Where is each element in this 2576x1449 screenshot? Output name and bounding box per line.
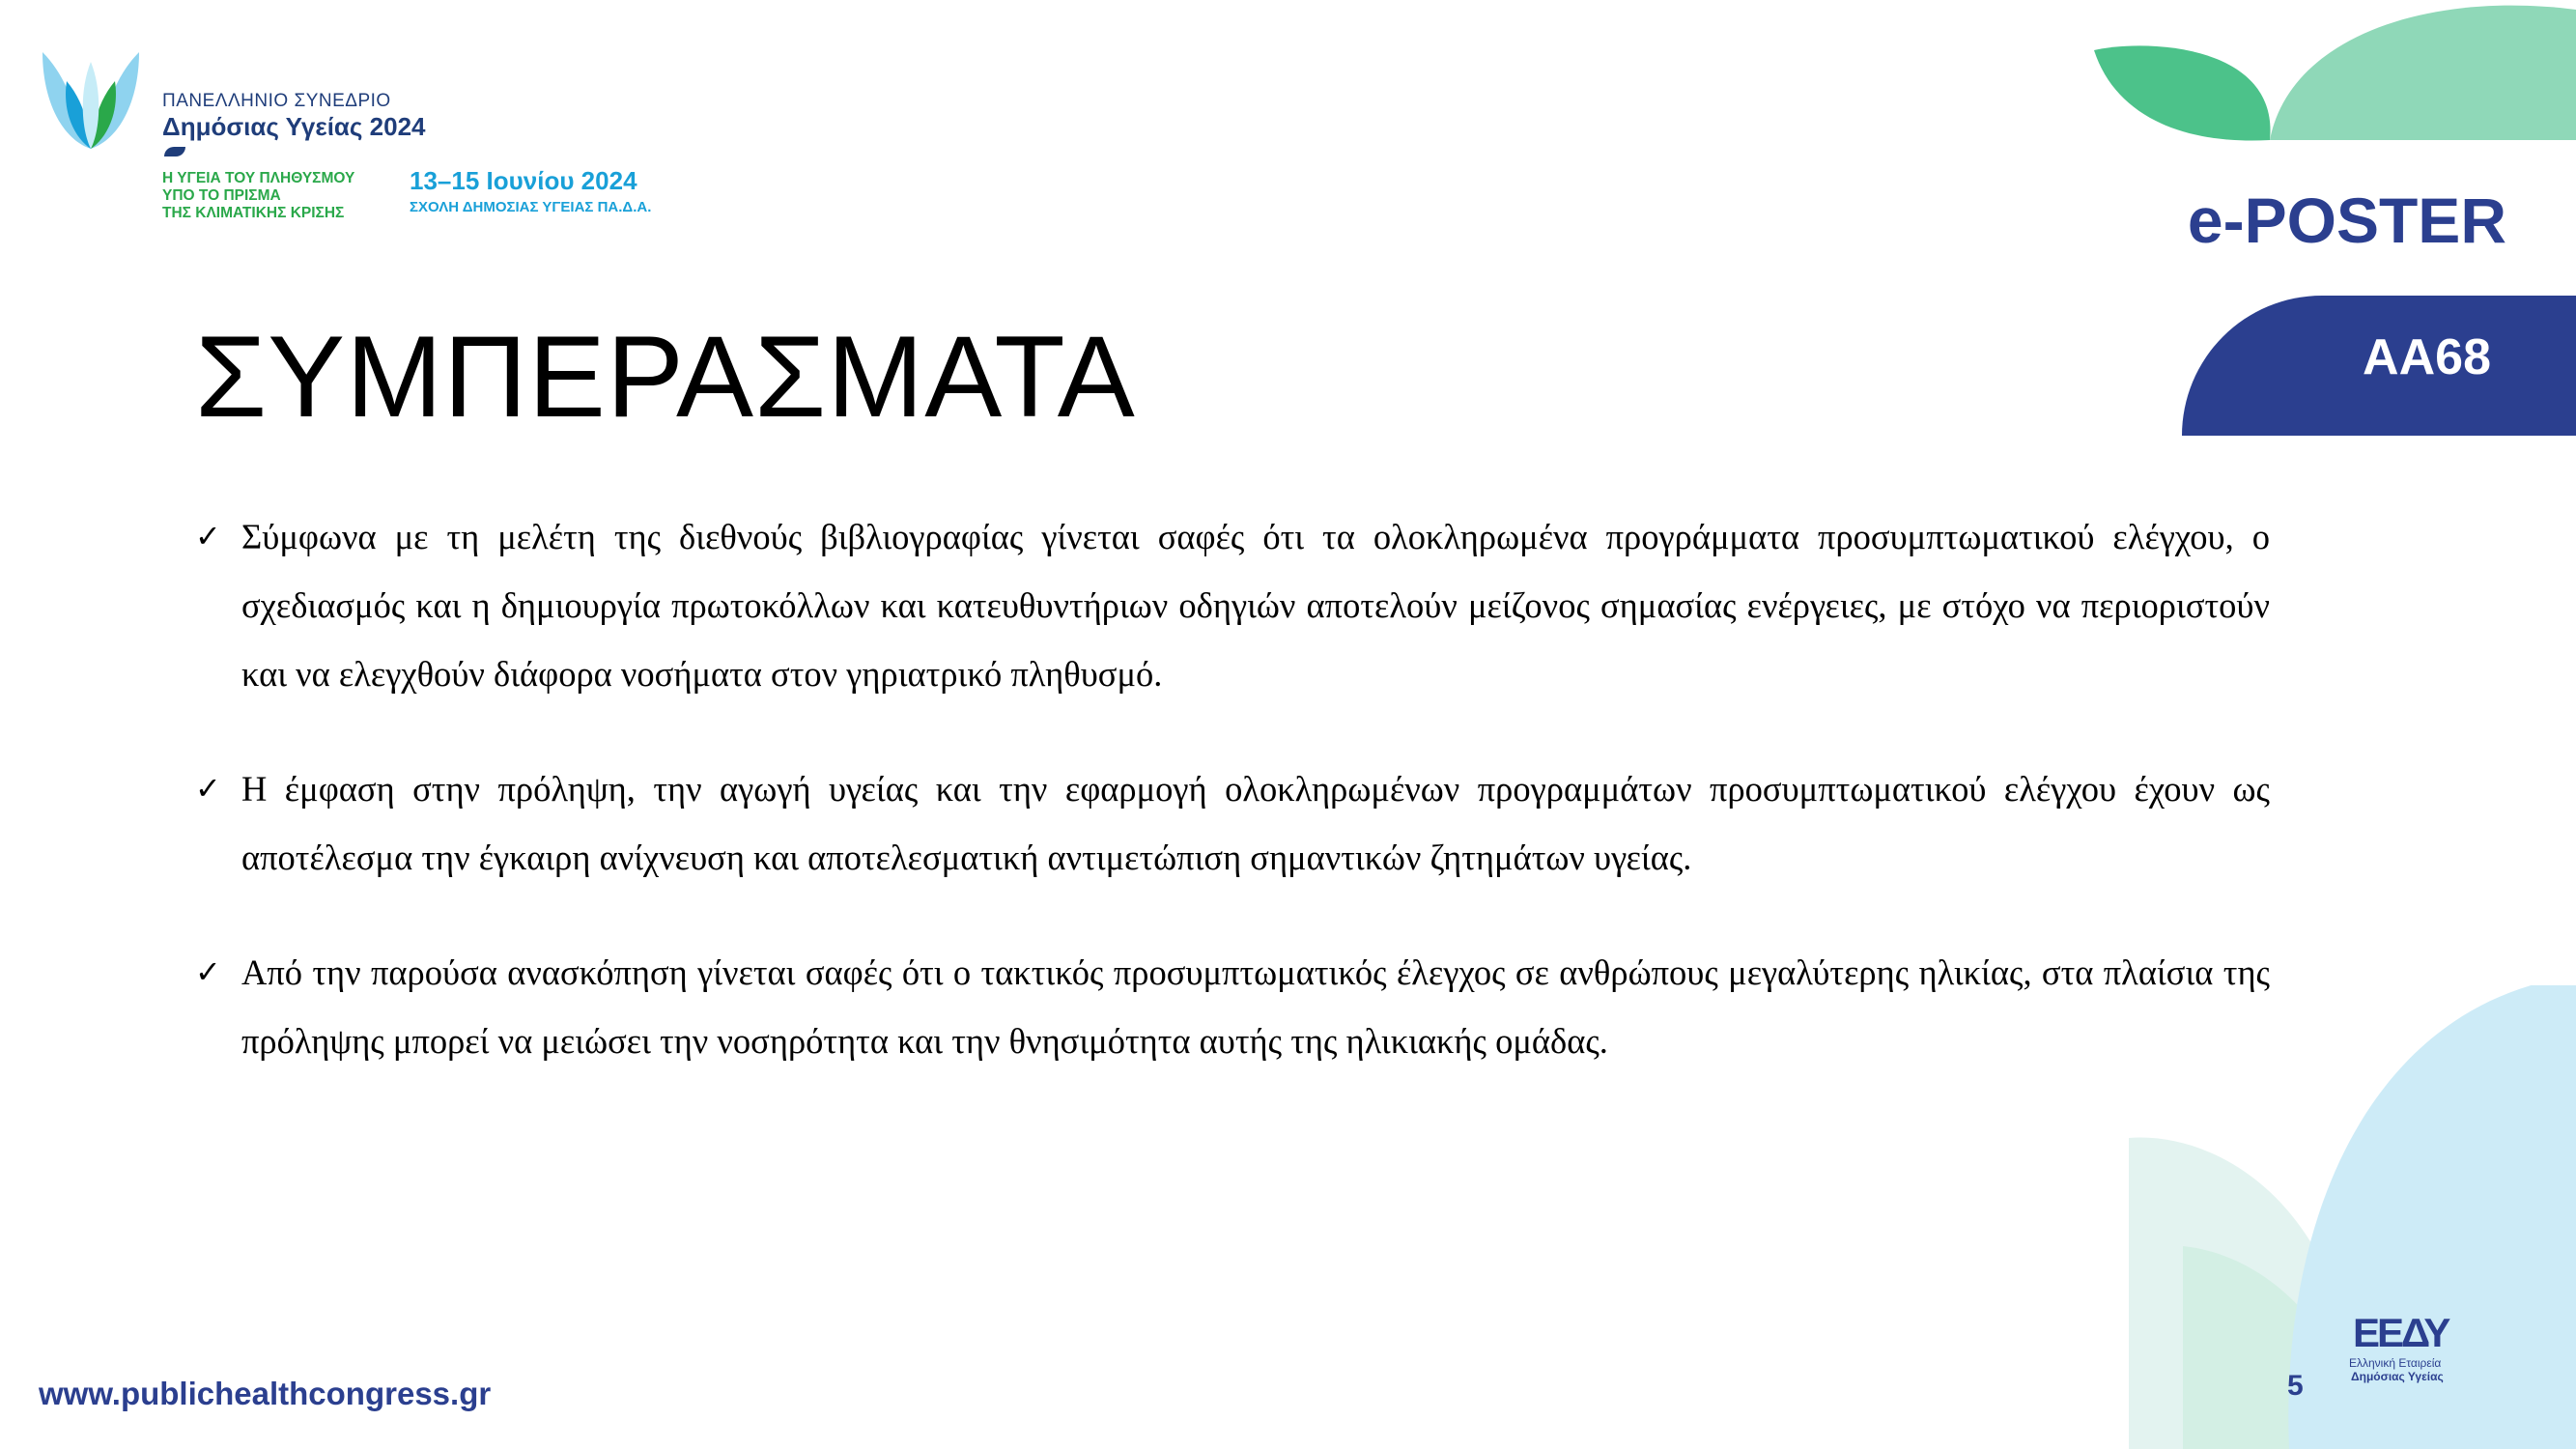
logo-dash-mark: [164, 147, 185, 156]
list-item-text: Η έμφαση στην πρόληψη, την αγωγή υγείας και την εφαρμογή ολοκληρωμένων προγραμμάτων προσυμπτωματικού ελέγχου έχουν ως αποτέλεσμα την έγκαιρη ανίχνευση και αποτελεσματική αντιμετώπιση σημαντικών ζητημάτων υγείας.: [241, 769, 2270, 877]
logo-congress-label: ΠΑΝΕΛΛΗΝΙΟ ΣΥΝΕΔΡΙΟ: [162, 91, 391, 111]
society-logo-mark: [2353, 1310, 2448, 1356]
logo-congress-name: Δημόσιας Υγείας 2024: [162, 112, 426, 141]
logo-school: ΣΧΟΛΗ ΔΗΜΟΣΙΑΣ ΥΓΕΙΑΣ ΠΑ.Δ.Α.: [410, 199, 652, 215]
logo-theme-line2: ΥΠΟ ΤΟ ΠΡΙΣΜΑ: [162, 187, 281, 204]
list-item-text: Από την παρούσα ανασκόπηση γίνεται σαφές ότι ο τακτικός προσυμπτωματικός έλεγχος σε ανθρώπους μεγαλύτερης ηλικίας, στα πλαίσια της πρόληψης μπορεί να μειώσει την νοσηρότητα και την θνησιμότητα αυτής της ηλικιακής ομάδας.: [241, 952, 2270, 1061]
conference-logo: [23, 23, 680, 236]
page-title: ΣΥΜΠΕΡΑΣΜΑΤΑ: [195, 312, 1136, 441]
logo-theme: [162, 170, 354, 222]
decorative-leaves-top: [2086, 0, 2576, 155]
society-logo-line1: Ελληνική Εταιρεία: [2349, 1356, 2442, 1370]
checkmark-icon: ✓: [195, 953, 221, 990]
society-logo: [2349, 1310, 2465, 1387]
poster-code: ΑΑ68: [2363, 329, 2491, 385]
list-item-text: Σύμφωνα με τη μελέτη της διεθνούς βιβλιογραφίας γίνεται σαφές ότι τα ολοκληρωμένα προγράμματα προσυμπτωματικού ελέγχου, ο σχεδιασμός και η δημιουργία πρωτοκόλλων και κατευθυντήριων οδηγιών αποτελούν μείζονος σημασίας ενέργειες, με στόχο να περιοριστούν και να ελεγχθούν διάφορα νοσήματα στον γηριατρικό πληθυσμό.: [241, 517, 2270, 694]
logo-theme-line1: Η ΥΓΕΙΑ ΤΟΥ ΠΛΗΘΥΣΜΟΥ: [162, 170, 355, 186]
website-link[interactable]: www.publichealthcongress.gr: [39, 1376, 492, 1411]
leaf-logo-icon: [23, 23, 158, 158]
eposter-label: e-POSTER: [2187, 185, 2506, 256]
list-item: [195, 502, 2270, 708]
checkmark-icon: ✓: [195, 518, 221, 554]
list-item: [195, 754, 2270, 892]
logo-dates: 13–15 Ιουνίου 2024: [410, 166, 637, 195]
checkmark-icon: ✓: [195, 770, 221, 807]
list-item: [195, 938, 2270, 1075]
society-logo-line2: Δημόσιας Υγείας: [2351, 1370, 2444, 1383]
conclusions-list: [195, 502, 2270, 1075]
society-logo-mark-text: ΕΕΔΥ: [2353, 1310, 2449, 1355]
logo-theme-line3: ΤΗΣ ΚΛΙΜΑΤΙΚΗΣ ΚΡΙΣΗΣ: [162, 205, 345, 221]
page-number: 5: [2287, 1370, 2304, 1402]
